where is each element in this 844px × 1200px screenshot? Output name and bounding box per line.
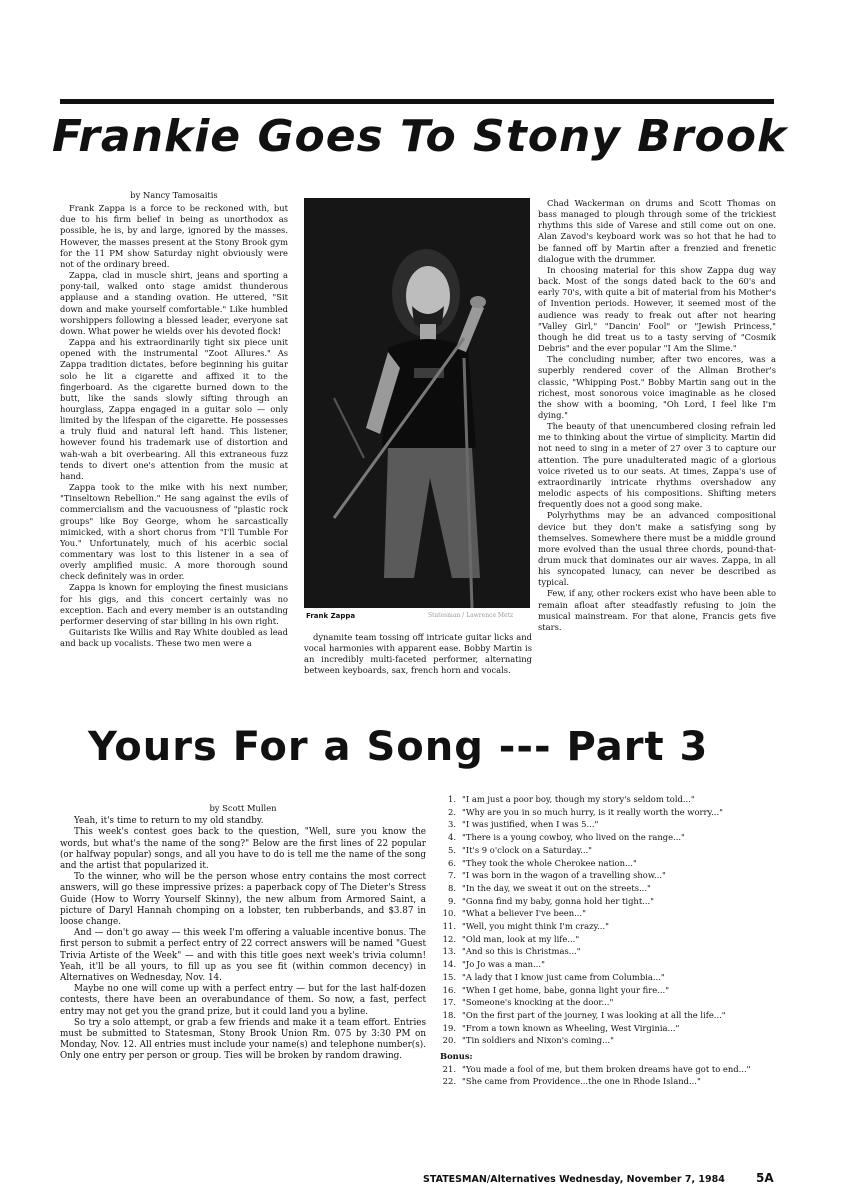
bonus-question xyxy=(440,1063,776,1076)
question-lyric: "I was justified, when I was 5..." xyxy=(462,819,599,830)
question-lyric: "On the first part of the journey, I was looking at all the life..." xyxy=(462,1009,726,1020)
bonus-question xyxy=(440,1075,776,1088)
question-lyric: "From a town known as Wheeling, West Virginia..." xyxy=(462,1022,680,1033)
question-number: 11. xyxy=(442,921,456,932)
song-question xyxy=(440,1034,776,1047)
contest-paragraph: Yeah, it's time to return to my old standby. xyxy=(74,816,264,827)
song-question xyxy=(440,844,776,857)
contest-paragraph: This week's contest goes back to the question, "Well, sure you know the words, but what's the name of the song?" Below are the first lines of 22 popular (or halfway popular) songs, and all you have to do is tell me the name of the song and the artist that popularized it. xyxy=(60,827,426,872)
question-lyric: "You made a fool of me, but them broken dreams have got to end..." xyxy=(462,1063,751,1074)
song-question xyxy=(440,971,776,984)
question-lyric: "Someone's knocking at the door..." xyxy=(462,997,614,1008)
question-number: 4. xyxy=(448,832,456,843)
question-number: 7. xyxy=(448,870,456,881)
article-paragraph: Zappa is known for employing the finest musicians for his gigs, and this concert certainly was no exception. Each and every member is an outstanding performer deserving of star billing in his own right. xyxy=(60,582,288,626)
song-question xyxy=(440,945,776,958)
question-number: 3. xyxy=(448,819,456,830)
question-lyric: "There is a young cowboy, who lived on the range..." xyxy=(462,832,685,843)
question-lyric: "Tin soldiers and Nixon's coming..." xyxy=(462,1035,614,1046)
contest-paragraph: To the winner, who will be the person whose entry contains the most correct answers, will go these impressive prizes: a paperback copy of The Dieter's Stress Guide (How to Worry Yourself Skinny), the new album from Armored Saint, a picture of Daryl Hannah chomping on a lobster, ten rubberbands, and $3.87 in loose change. xyxy=(60,872,426,928)
bonus-label: Bonus: xyxy=(440,1051,473,1062)
article-paragraph: Few, if any, other rockers exist who have been able to remain afloat after steadfastly refusing to join the musical mainstream. For that alone, Francis gets five stars. xyxy=(538,588,776,632)
article-paragraph: In choosing material for this show Zappa dug way back. Most of the songs dated back to the 60's and early 70's, with quite a bit of material from his Mother's of Invention periods. However, it seemed most of the audience was ready to freak out after not hearing "Valley Girl," "Dancin' Fool" or "Jewish Princess," though he did treat us to a tasty serving of "Cosmik Debris" and the ever popular "I Am the Slime." xyxy=(538,264,776,354)
song-question xyxy=(440,920,776,933)
question-lyric: "It's 9 o'clock on a Saturday..." xyxy=(462,844,593,855)
contest-paragraph: And — don't go away — this week I'm offering a valuable incentive bonus. The first person to submit a perfect entry of 22 correct answers will be named "Guest Trivia Artiste of the Week" — and with this title goes next week's trivia column! Yeah, it'll be all yours, to fill up as you see fit (within common decency) in Alternatives on Wednesday, Nov. 14. xyxy=(60,928,426,984)
song-question xyxy=(440,806,776,819)
question-number: 21. xyxy=(442,1063,456,1074)
song-question xyxy=(440,907,776,920)
question-number: 5. xyxy=(448,844,456,855)
page-footer: STATESMAN/Alternatives Wednesday, November 7, 1984 xyxy=(423,1174,725,1185)
contest-paragraph: So try a solo attempt, or grab a few friends and make it a team effort. Entries must be submitted to Statesman, Stony Brook Union Rm. 075 by 3:30 PM on Monday, Nov. 12. All entries must include your name(s) and telephone number(s). Only one entry per person or group. Ties will be broken by random drawing. xyxy=(60,1017,426,1062)
contest-text xyxy=(60,803,426,1063)
question-lyric: "Jo Jo was a man..." xyxy=(462,959,545,970)
question-number: 10. xyxy=(442,908,456,919)
question-lyric: "Well, you might think I'm crazy..." xyxy=(462,921,609,932)
question-lyric: "I am just a poor boy, though my story's seldom told..." xyxy=(462,794,695,804)
song-question xyxy=(440,882,776,895)
article-column-2 xyxy=(304,632,532,677)
article-column-3 xyxy=(538,198,776,633)
photo-credit: Statesman / Lawrence Metz xyxy=(428,612,514,619)
question-number: 16. xyxy=(442,984,456,995)
question-number: 19. xyxy=(442,1022,456,1033)
question-number: 8. xyxy=(448,882,456,893)
question-number: 2. xyxy=(448,806,456,817)
question-number: 12. xyxy=(442,933,456,944)
question-number: 6. xyxy=(448,857,456,868)
question-lyric: "A lady that I know just came from Columbia..." xyxy=(462,971,665,982)
question-number: 9. xyxy=(448,895,456,906)
question-number: 13. xyxy=(442,946,456,957)
song-question xyxy=(440,869,776,882)
top-rule xyxy=(60,99,774,104)
question-number: 15. xyxy=(442,971,456,982)
question-lyric: "In the day, we sweat it out on the streets..." xyxy=(462,882,651,893)
question-number: 17. xyxy=(442,997,456,1008)
page-number: 5A xyxy=(756,1171,774,1185)
question-number: 1. xyxy=(448,794,456,804)
song-question xyxy=(440,1009,776,1022)
song-question xyxy=(440,818,776,831)
article-paragraph: Frank Zappa is a force to be reckoned with, but due to his firm belief in being as unorthodox as possible, he is, by and large, ignored by the masses. However, the masses present at the Stony Brook gym for the 11 PM show Saturday night obviously were not of the ordinary breed. xyxy=(60,203,288,269)
song-question xyxy=(440,996,776,1009)
article-headline: Frankie Goes To Stony Brook xyxy=(52,111,788,162)
question-lyric: "She came from Providence...the one in Rhode Island..." xyxy=(462,1076,701,1087)
article-paragraph: Guitarists Ike Willis and Ray White doubled as lead and back up vocalists. These two men were a xyxy=(60,627,288,649)
question-lyric: "When I get home, babe, gonna light your fire..." xyxy=(462,984,670,995)
article-paragraph: Polyrhythms may be an advanced compositional device but they don't make a satisfying song by themselves. Somewhere there must be a middle ground more evolved than the usual three chords, pound-that-drum muck that dominates our air waves. Zappa, in all his syncopated lunacy, can never be described as typical. xyxy=(538,510,776,588)
song-question xyxy=(440,793,776,806)
song-question-list xyxy=(440,793,776,1088)
article-paragraph: Zappa, clad in muscle shirt, jeans and sporting a pony-tail, walked onto stage amidst thunderous applause and a standing ovation. He uttered, "Sit down and make yourself comfortable." Like humbled worshippers following a blessed leader, everyone sat down. What power he wields over his devoted flock! xyxy=(60,270,288,336)
article-paragraph: Zappa took to the mike with his next number, "Tinseltown Rebellion." He sang against the evils of commercialism and the vacuousness of "plastic rock groups" like Boy George, whom he sarcastically mimicked, with a short chorus from "I'll Tumble For You." Unfortunately, much of his acerbic social commentary was lost to this listener in a sea of overly amplified music. A more thorough sound check definitely was in order. xyxy=(60,482,288,582)
song-question xyxy=(440,831,776,844)
song-question xyxy=(440,857,776,870)
article-paragraph: The concluding number, after two encores, was a superbly rendered cover of the Allman Brother's classic, "Whipping Post." Bobby Martin sang out in the richest, most sonorous voice imaginable as he closed the show with a booming, "Oh Lord, I feel like I'm dying." xyxy=(538,354,776,420)
question-number: 14. xyxy=(442,959,456,970)
question-lyric: "Why are you in so much hurry, is it really worth the worry..." xyxy=(462,806,723,817)
question-lyric: "Gonna find my baby, gonna hold her tight..." xyxy=(462,895,655,906)
article-paragraph: Zappa and his extraordinarily tight six piece unit opened with the instrumental "Zoot Allures." As Zappa tradition dictates, before beginning his guitar solo he lit a cigarette and affixed it to the fingerboard. As the cigarette burned down to the butt, like the sands slowly sifting through an hourglass, Zappa engaged in a guitar solo — only limited by the lifespan of the cigarette. He possesses a truly fluid and natural left hand. This listener, however found his trademark use of distortion and wah-wah a bit overbearing. All this extraneous fuzz tends to divert one's attention from the music at hand. xyxy=(60,337,288,481)
photo-caption: Frank Zappa xyxy=(306,612,356,620)
article-paragraph: dynamite team tossing off intricate guitar licks and vocal harmonies with apparent ease. Bobby Martin is an incredibly multi-faceted performer, alternating between keyboards, sax, french horn and vocals. xyxy=(304,632,532,676)
question-lyric: "They took the whole Cherokee nation..." xyxy=(462,857,637,868)
question-lyric: "I was born in the wagon of a travelling show..." xyxy=(462,870,666,881)
question-number: 20. xyxy=(442,1035,456,1046)
concert-photo xyxy=(304,198,530,608)
song-question xyxy=(440,984,776,997)
article-column-1 xyxy=(60,190,288,649)
contest-headline: Yours For a Song --- Part 3 xyxy=(88,724,709,770)
question-lyric: "Old man, look at my life..." xyxy=(462,933,580,944)
song-question xyxy=(440,1022,776,1035)
contest-paragraph: Maybe no one will come up with a perfect entry — but for the last half-dozen contests, there have been an overabundance of them. So now, a fast, perfect entry may not get you the grand prize, but it could land you a byline. xyxy=(60,984,426,1017)
song-question xyxy=(440,933,776,946)
song-question xyxy=(440,958,776,971)
performer-silhouette xyxy=(304,198,530,608)
article-paragraph: Chad Wackerman on drums and Scott Thomas on bass managed to plough through some of the trickiest rhythms this side of Varese and still come out on one. Alan Zavod's keyboard work was so hot that he had to be fanned off by Martin after a frenzied and frenetic dialogue with the drummer. xyxy=(538,198,776,264)
question-lyric: "What a believer I've been..." xyxy=(462,908,586,919)
article-byline: by Nancy Tamosaitis xyxy=(130,190,218,200)
article-paragraph: The beauty of that unencumbered closing refrain led me to thinking about the virtue of simplicity. Martin did not need to sing in a meter of 27 over 3 to capture our attention. The pure unadulterated magic of a glorious voice riveted us to our seats. At times, Zappa's use of extraordinarily intricate rhythms overshadow any melodic aspects of his compositions. Shifting meters frequently does not a good song make. xyxy=(538,421,776,510)
song-question xyxy=(440,895,776,908)
question-number: 18. xyxy=(442,1009,456,1020)
contest-byline: by Scott Mullen xyxy=(209,803,277,813)
question-number: 22. xyxy=(442,1076,456,1087)
question-lyric: "And so this is Christmas..." xyxy=(462,946,581,957)
